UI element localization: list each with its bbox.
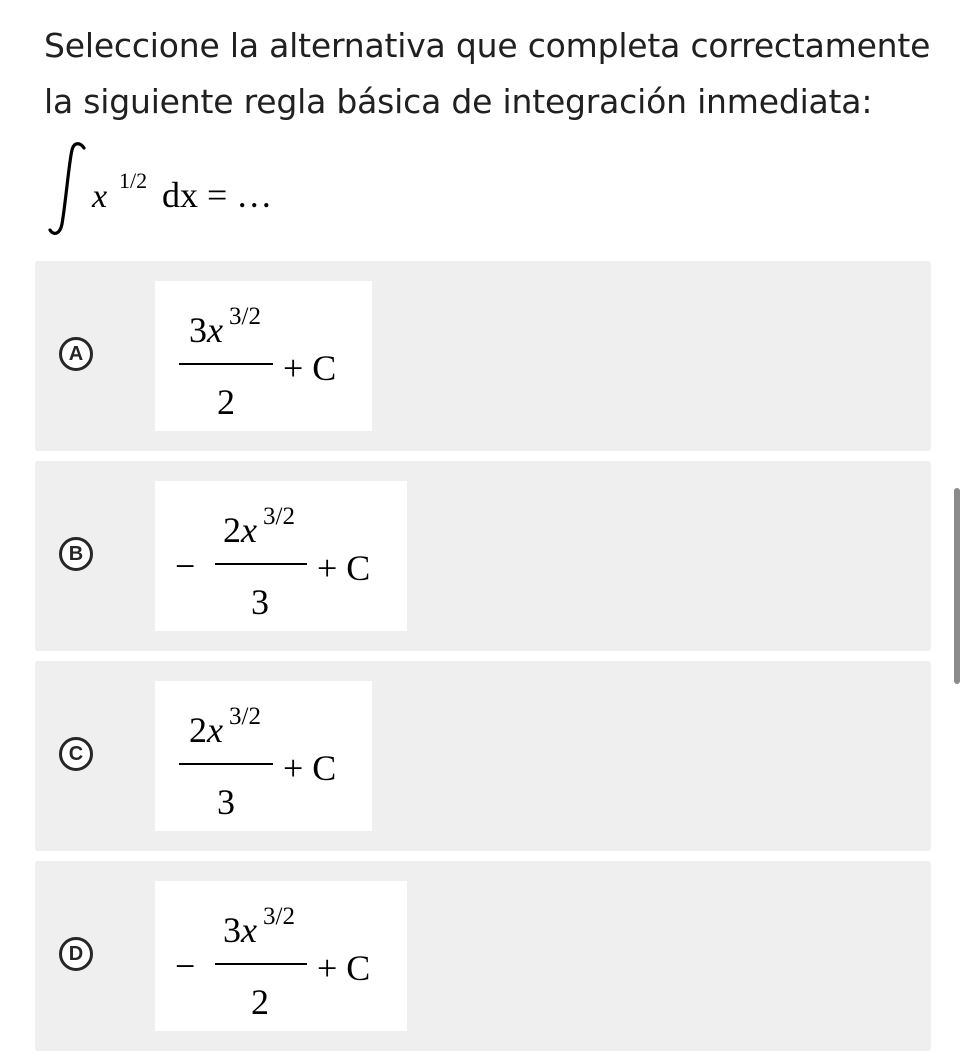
option-c-formula — [155, 681, 372, 831]
option-c-fraction-bar — [179, 763, 273, 765]
option-b-constant: + C — [317, 548, 371, 588]
option-a-exponent: 3/2 — [229, 303, 261, 330]
question-line-2: la siguiente regla básica de integración inmediata: — [44, 82, 873, 121]
option-d[interactable] — [35, 861, 931, 1051]
option-b-formula — [155, 481, 407, 631]
differential-equals: dx = … — [162, 175, 273, 215]
option-a-numerator-coef: 3 — [189, 310, 207, 350]
option-c-constant: + C — [283, 748, 337, 788]
option-a-formula — [155, 281, 372, 431]
option-c-radio[interactable] — [59, 737, 93, 771]
option-b-letter: B — [68, 543, 84, 565]
question-line-1: Seleccione la alternativa que completa correctamente — [44, 26, 931, 65]
option-b-variable: x — [241, 510, 257, 550]
option-b[interactable] — [35, 461, 931, 651]
option-a[interactable] — [35, 261, 931, 451]
option-c[interactable] — [35, 661, 931, 851]
option-c-exponent: 3/2 — [229, 703, 261, 730]
option-a-fraction-bar — [179, 363, 273, 365]
option-c-variable: x — [207, 710, 223, 750]
option-d-fraction-bar — [215, 963, 307, 965]
option-b-numerator-coef: 2 — [223, 510, 241, 550]
option-d-constant: + C — [317, 948, 371, 988]
integral-sign-icon — [44, 140, 88, 240]
option-d-numerator-coef: 3 — [223, 910, 241, 950]
option-d-letter: D — [68, 943, 84, 965]
option-b-exponent: 3/2 — [263, 503, 295, 530]
option-d-radio[interactable] — [59, 937, 93, 971]
option-b-fraction-bar — [215, 563, 307, 565]
integral-formula — [44, 140, 344, 240]
option-d-variable: x — [241, 910, 257, 950]
option-b-radio[interactable] — [59, 537, 93, 571]
integrand-exponent: 1/2 — [119, 168, 148, 193]
option-a-variable: x — [207, 310, 223, 350]
option-d-formula — [155, 881, 407, 1031]
option-b-sign: − — [175, 546, 196, 586]
option-d-exponent: 3/2 — [263, 903, 295, 930]
option-a-denominator: 2 — [217, 382, 235, 422]
option-a-radio[interactable] — [59, 337, 93, 371]
option-d-denominator: 2 — [251, 982, 269, 1022]
integrand-base: x — [92, 178, 108, 215]
option-c-numerator-coef: 2 — [189, 710, 207, 750]
option-a-constant: + C — [283, 348, 337, 388]
option-c-denominator: 3 — [217, 782, 235, 822]
option-c-letter: C — [68, 743, 84, 765]
option-b-denominator: 3 — [251, 582, 269, 622]
question-text — [44, 18, 934, 130]
option-d-sign: − — [175, 946, 196, 986]
scrollbar-thumb[interactable] — [954, 488, 960, 684]
option-a-letter: A — [68, 343, 84, 365]
